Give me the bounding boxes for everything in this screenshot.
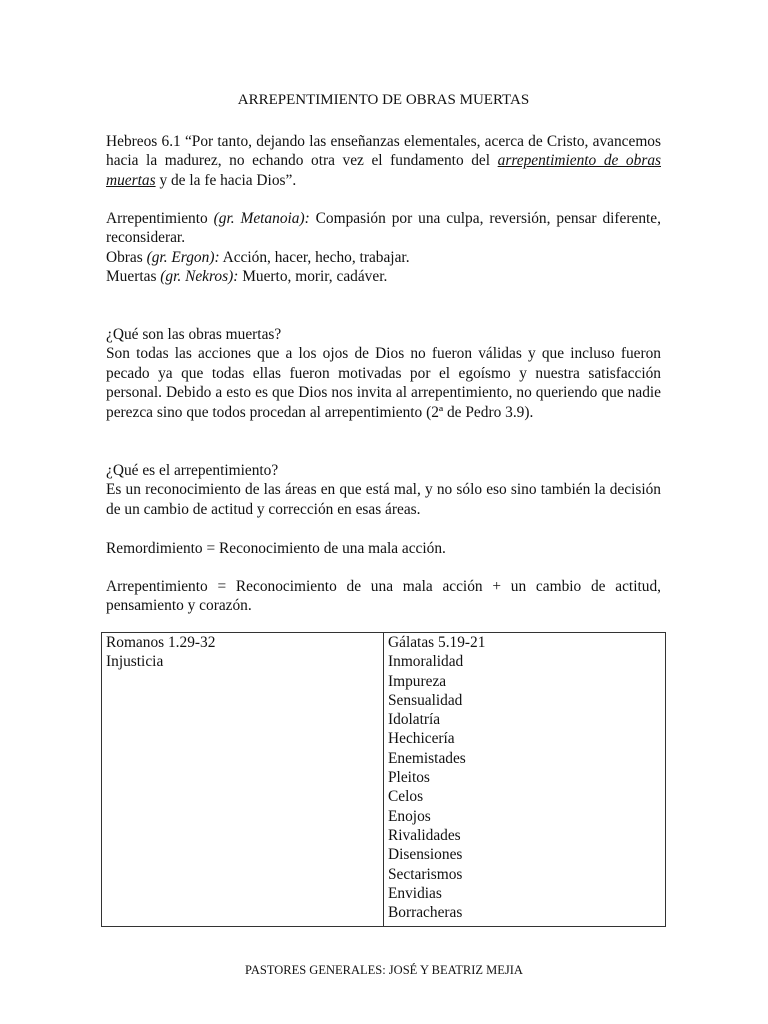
definition-meaning: Compasión por una culpa, reversión, pensar diferente, reconsiderar. (106, 210, 661, 247)
definition-obras (106, 248, 661, 267)
definition-greek: (gr. Metanoia): (213, 210, 310, 227)
remordimiento-text: Remordimiento = Reconocimiento de una mala acción. (106, 540, 446, 557)
list-item: Sectarismos (388, 865, 463, 883)
definitions (106, 209, 661, 287)
table-row (102, 633, 666, 927)
comparison-table (101, 632, 666, 927)
list-item: Rivalidades (388, 826, 461, 844)
column-header: Gálatas 5.19-21 (388, 634, 486, 651)
section-obras-muertas (106, 325, 661, 422)
list-item: Hechicería (388, 730, 455, 748)
page-footer: PASTORES GENERALES: JOSÉ Y BEATRIZ MEJIA (245, 963, 523, 977)
list-item: Enemistades (388, 749, 466, 767)
list-item: Borracheras (388, 904, 463, 922)
list-item: Idolatría (388, 711, 441, 729)
section-question: ¿Qué son las obras muertas? (106, 326, 282, 343)
definition-greek: (gr. Ergon): (146, 248, 220, 266)
section-question: ¿Qué es el arrepentimiento? (106, 462, 279, 479)
list-item: Enojos (388, 807, 431, 825)
definition-term: Obras (106, 248, 147, 266)
arrepentimiento-formula-text: Arrepentimiento = Reconocimiento de una mala acción + un cambio de actitud, pensamiento y corazón. (106, 578, 661, 615)
list-item: Sensualidad (388, 691, 463, 709)
definition-term: Muertas (106, 268, 161, 286)
list-item: Injusticia (106, 653, 164, 671)
list-item: Pleitos (388, 769, 430, 787)
intro-underlined-phrase: arrepentimiento de obras muertas (106, 152, 661, 189)
arrepentimiento-formula (106, 577, 661, 616)
intro-text-2: y de la fe hacia Dios”. (155, 171, 297, 189)
list-item: Celos (388, 788, 424, 806)
section-arrepentimiento (106, 461, 661, 519)
definition-greek: (gr. Nekros): (160, 268, 239, 286)
section-answer: Son todas las acciones que a los ojos de Dios no fueron válidas y que incluso fueron pecado ya que todas ellas fueron motivadas por el egoísmo y nuestra satisfacción personal. Debido a esto es que Dios nos invita al arrepentimiento, no queriendo que nadie perezca sino que todos procedan al arrepentimiento (2ª de Pedro 3.9). (106, 345, 661, 421)
definition-meaning: Acción, hacer, hecho, trabajar. (219, 248, 410, 266)
list-item: Envidias (388, 884, 442, 902)
intro-text-1: Hebreos 6.1 “Por tanto, dejando las enseñanzas elementales, acerca de Cristo, avancemos hacia la madurez, no echando otra vez el fundamento del (106, 133, 661, 170)
section-answer: Es un reconocimiento de las áreas en que está mal, y no sólo eso sino también la decisión de un cambio de actitud y corrección en esas áreas. (106, 481, 661, 518)
list-item: Disensiones (388, 846, 463, 864)
list-item: Inmoralidad (388, 653, 464, 671)
table-cell-romanos (102, 633, 384, 927)
definition-term: Arrepentimiento (106, 210, 214, 227)
remordimiento-line (106, 539, 661, 558)
definition-meaning: Muerto, morir, cadáver. (238, 268, 388, 286)
intro-paragraph (106, 132, 661, 190)
table-cell-galatas (384, 633, 666, 927)
definition-muertas (106, 267, 661, 286)
column-header: Romanos 1.29-32 (106, 634, 216, 651)
document-title: ARREPENTIMIENTO DE OBRAS MUERTAS (237, 92, 530, 108)
list-item: Impureza (388, 672, 447, 690)
definition-arrepentimiento (106, 209, 661, 248)
